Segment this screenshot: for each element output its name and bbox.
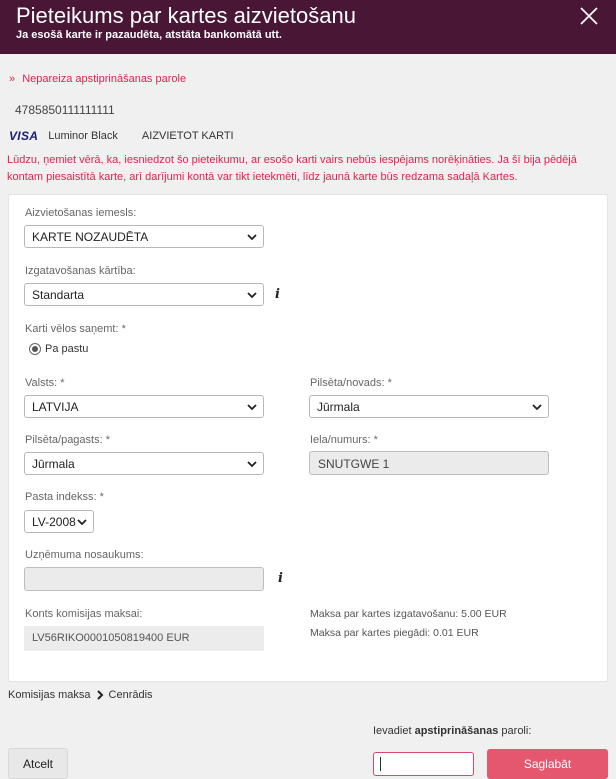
error-message	[9, 73, 186, 85]
reason-label: Aizvietošanas iemesls:	[25, 207, 137, 219]
parish-label: Pilsēta/pagasts: *	[25, 434, 110, 446]
cancel-button[interactable]: Atcelt	[8, 748, 68, 779]
production-label: Izgatavošanas kārtība:	[25, 265, 136, 277]
warning-text: Lūdzu, ņemiet vērā, ka, iesniedzot šo pieteikumu, ar esošo karti vairs nebūs iespējams norēķināties. Ja šī bija pēdējā kontam piesaistītā karte, arī darījumi kontā var tikt ietekmēti, līdz jaunā karte būs redzama sadaļā Kartes.	[7, 154, 577, 183]
company-input[interactable]	[24, 567, 264, 591]
street-input[interactable]: SNUTGWE 1	[309, 451, 549, 475]
chevron-down-icon	[531, 401, 543, 413]
password-label-suffix: paroli:	[498, 725, 532, 737]
chevron-down-icon	[76, 516, 88, 528]
production-value: Standarta	[32, 288, 85, 302]
info-icon[interactable]: i	[275, 287, 280, 302]
chevron-right-icon	[95, 690, 105, 700]
modal-header	[0, 0, 616, 54]
modal-title: Pieteikums par kartes aizvietošanu	[16, 3, 356, 28]
country-select[interactable]	[24, 395, 264, 418]
country-value: LATVIJA	[32, 400, 79, 414]
pricelist-link[interactable]: Cenrādis	[108, 689, 153, 701]
close-icon[interactable]	[579, 6, 599, 26]
fee-production: Maksa par kartes izgatavošanu: 5.00 EUR	[310, 608, 507, 620]
fee-delivery: Maksa par kartes piegādi: 0.01 EUR	[310, 627, 479, 639]
breadcrumb	[8, 689, 153, 701]
country-label: Valsts: *	[25, 377, 65, 389]
reason-value: KARTE NOZAUDĒTA	[32, 230, 149, 244]
city-value: Jūrmala	[317, 400, 360, 414]
parish-value: Jūrmala	[32, 457, 75, 471]
city-select[interactable]	[309, 395, 549, 418]
card-action-label: AIZVIETOT KARTI	[141, 130, 234, 142]
parish-select[interactable]	[24, 452, 264, 475]
modal-subtitle: Ja esošā karte ir pazaudēta, atstāta bankomātā utt.	[16, 29, 282, 41]
company-label: Uzņēmuma nosaukums:	[25, 549, 144, 561]
password-label-prefix: Ievadiet	[373, 725, 415, 737]
chevron-down-icon	[246, 289, 258, 301]
password-label-bold: apstiprināšanas	[414, 725, 499, 737]
radio-selected-icon[interactable]	[29, 343, 41, 355]
password-label	[373, 725, 531, 737]
city-label: Pilsēta/novads: *	[310, 377, 392, 389]
error-marker-icon: »	[9, 73, 16, 85]
delivery-option-label: Pa pastu	[45, 343, 89, 355]
visa-logo-icon: VISA	[9, 129, 39, 143]
postal-value: LV-2008	[32, 515, 76, 529]
reason-select[interactable]	[24, 225, 264, 248]
production-select[interactable]	[24, 283, 264, 306]
postal-select[interactable]	[24, 510, 94, 533]
account-value: LV56RIKO0001050819400 EUR	[24, 626, 264, 651]
card-number: 4785850111111111	[15, 103, 115, 117]
commission-label: Komisijas maksa	[8, 689, 91, 701]
password-input[interactable]	[373, 752, 474, 776]
street-label: Iela/numurs: *	[310, 434, 378, 446]
text-caret	[380, 757, 381, 771]
card-name: Luminor Black	[48, 130, 118, 142]
chevron-down-icon	[246, 458, 258, 470]
info-icon[interactable]: i	[278, 571, 283, 586]
card-info-row	[9, 128, 234, 144]
delivery-option-post[interactable]	[29, 343, 88, 355]
postal-label: Pasta indekss: *	[25, 491, 104, 503]
delivery-label: Karti vēlos saņemt: *	[25, 323, 126, 335]
error-text: Nepareiza apstiprināšanas parole	[22, 73, 187, 85]
account-label: Konts komisijas maksai:	[25, 608, 143, 620]
chevron-down-icon	[246, 231, 258, 243]
chevron-down-icon	[246, 401, 258, 413]
save-button[interactable]: Saglabāt	[487, 749, 608, 779]
form-panel	[8, 194, 608, 682]
